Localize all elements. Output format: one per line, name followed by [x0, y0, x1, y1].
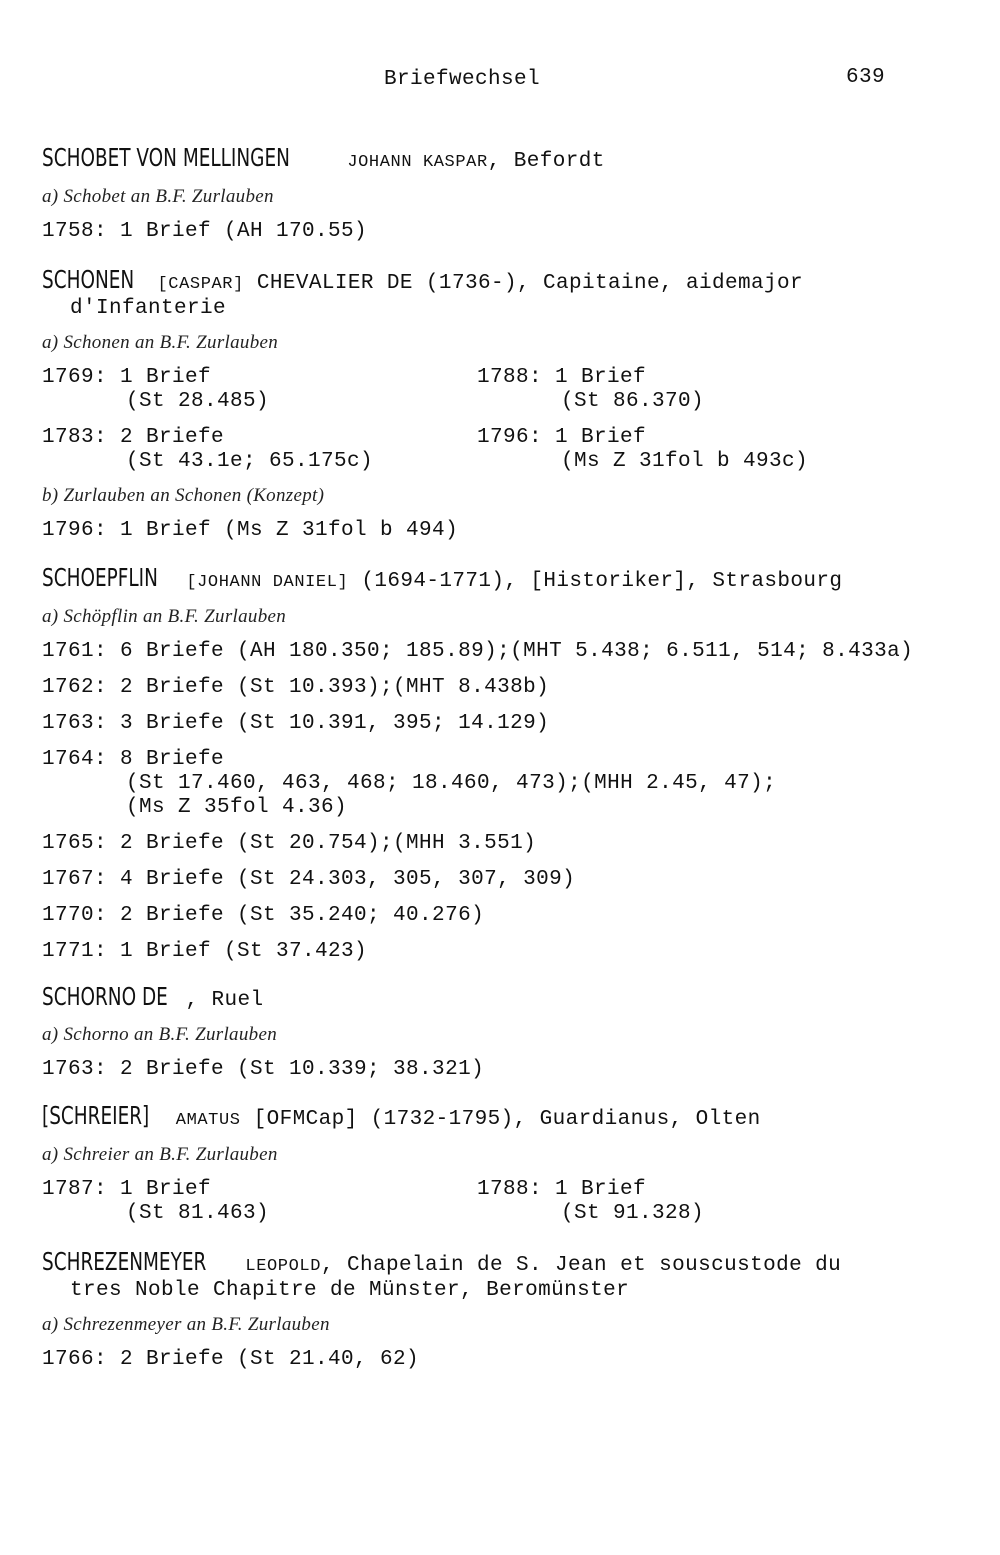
- letter-line: 1762: 2 Briefe (St 10.393);(MHT 8.438b): [42, 676, 550, 699]
- entry-name: SCHORNO DE: [42, 982, 168, 1011]
- letter-reference: (St 43.1e; 65.175c): [126, 450, 374, 473]
- letter-pair-row: [42, 366, 972, 414]
- letter-reference: (St 91.328): [561, 1202, 705, 1225]
- entry-schorno: [42, 982, 972, 1082]
- entry-description: (1694-1771), [Historiker], Strasbourg: [348, 570, 843, 593]
- correspondence-direction: a) Schreier an B.F. Zurlauben: [42, 1144, 278, 1165]
- entry-name: SCHONEN: [42, 265, 135, 294]
- entry-schonen: [42, 265, 972, 543]
- entry-description-continued: d'Infanterie: [70, 297, 227, 320]
- letter-line: 1770: 2 Briefe (St 35.240; 40.276): [42, 904, 485, 927]
- entry-heading: [42, 143, 972, 175]
- letter-year-count: 1788: 1 Brief: [477, 1178, 647, 1201]
- letter-line: 1763: 3 Briefe (St 10.391, 395; 14.129): [42, 712, 550, 735]
- correspondence-direction: a) Schöpflin an B.F. Zurlauben: [42, 606, 287, 627]
- entry-description: , Ruel: [185, 989, 264, 1012]
- entry-description: , Chapelain de S. Jean et souscustode du: [321, 1254, 842, 1277]
- entry-given-name: AMATUS: [175, 1111, 241, 1130]
- letter-line: 1763: 2 Briefe (St 10.339; 38.321): [42, 1058, 485, 1081]
- letter-reference: (Ms Z 31fol b 493c): [561, 450, 809, 473]
- entry-given-name: [CASPAR]: [157, 275, 244, 294]
- letter-reference: (St 17.460, 463, 468; 18.460, 473);(MHH 2.45, 47);: [126, 772, 777, 795]
- entry-heading: [42, 982, 972, 1013]
- entry-heading: [42, 1247, 972, 1303]
- letter-pair-row: [42, 1178, 972, 1226]
- letter-line: 1766: 2 Briefe (St 21.40, 62): [42, 1348, 420, 1371]
- entry-description: , Befordt: [487, 150, 605, 173]
- entry-heading: [42, 265, 972, 321]
- correspondence-direction: a) Schrezenmeyer an B.F. Zurlauben: [42, 1314, 330, 1335]
- correspondence-direction: b) Zurlauben an Schonen (Konzept): [42, 485, 325, 506]
- letter-pair-row: [42, 426, 972, 474]
- entry-given-name: JOHANN KASPAR: [347, 153, 488, 172]
- letter-line: 1761: 6 Briefe (AH 180.350; 185.89);(MHT 5.438; 6.511, 514; 8.433a): [42, 640, 914, 663]
- entry-description-continued: tres Noble Chapitre de Münster, Beromünster: [70, 1279, 630, 1302]
- letter-line: 1767: 4 Briefe (St 24.303, 305, 307, 309): [42, 868, 576, 891]
- page-number: 639: [846, 66, 886, 89]
- running-title: Briefwechsel: [384, 68, 541, 91]
- entry-heading: [42, 1101, 972, 1133]
- entry-given-name: LEOPOLD: [245, 1257, 322, 1276]
- entry-description: CHEVALIER DE (1736-), Capitaine, aidemajor: [243, 272, 803, 295]
- letter-line: 1796: 1 Brief (Ms Z 31fol b 494): [42, 519, 459, 542]
- entry-name: SCHREZENMEYER: [42, 1247, 207, 1276]
- letter-year-count: 1783: 2 Briefe: [42, 426, 225, 449]
- correspondence-direction: a) Schonen an B.F. Zurlauben: [42, 332, 279, 353]
- letter-year-count: 1769: 1 Brief: [42, 366, 212, 389]
- entry-schobet: [42, 143, 972, 244]
- entry-schrezenmeyer: [42, 1247, 972, 1372]
- letter-year-count: 1796: 1 Brief: [477, 426, 647, 449]
- letter-line: 1765: 2 Briefe (St 20.754);(MHH 3.551): [42, 832, 537, 855]
- entry-schoepflin: [42, 563, 972, 964]
- entry-name: SCHOEPFLIN: [42, 563, 158, 592]
- letter-reference: (Ms Z 35fol 4.36): [126, 796, 348, 819]
- entry-name: [SCHREIER]: [42, 1101, 150, 1130]
- letter-year-count: 1764: 8 Briefe: [42, 748, 225, 771]
- entry-given-name: [JOHANN DANIEL]: [186, 573, 349, 592]
- correspondence-direction: a) Schorno an B.F. Zurlauben: [42, 1024, 277, 1045]
- correspondence-direction: a) Schobet an B.F. Zurlauben: [42, 186, 274, 207]
- entry-schreier: [42, 1101, 972, 1226]
- letter-year-count: 1787: 1 Brief: [42, 1178, 212, 1201]
- letter-line-multi: [42, 748, 972, 820]
- entry-name: SCHOBET VON MELLINGEN: [42, 143, 290, 172]
- letter-line: 1771: 1 Brief (St 37.423): [42, 940, 368, 963]
- letter-reference: (St 81.463): [126, 1202, 270, 1225]
- entry-heading: [42, 563, 972, 595]
- entry-description: [OFMCap] (1732-1795), Guardianus, Olten: [240, 1108, 761, 1131]
- letter-reference: (St 28.485): [126, 390, 270, 413]
- letter-year-count: 1788: 1 Brief: [477, 366, 647, 389]
- letter-line: 1758: 1 Brief (AH 170.55): [42, 220, 368, 243]
- letter-reference: (St 86.370): [561, 390, 705, 413]
